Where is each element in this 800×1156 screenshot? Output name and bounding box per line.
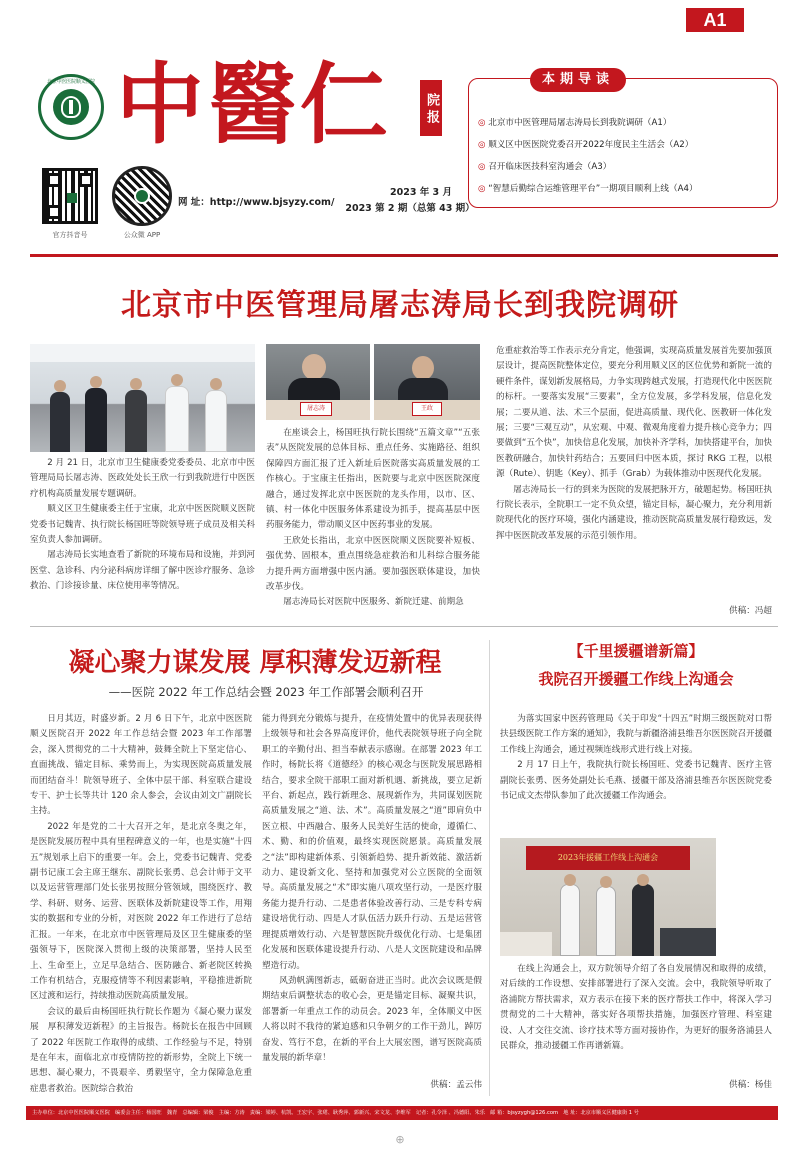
bullet-icon: ◎ [478,184,489,194]
article1-col1 [30,456,255,595]
headline-2: 凝心聚力谋发展 厚积薄发迈新程 [68,648,442,678]
paragraph: 在线上沟通会上，双方院领导介绍了各自发展情况和取得的成绩，对后续的工作设想、安排部署进行了深入交流。会中，我院领导听取了洛浦院方帮扶需求，双方表示在接下来的医疗帮扶工作中，将深入学习贯彻党的二十大精神，落实好各项帮扶措施，加强医疗管理、科室建设、人才交往交流、诊疗技术等方面对接协作，为更好的服务洛浦县人民群众，推动援疆工作再谱新篇。 [500,964,772,1052]
photo-wang-xin [374,344,480,420]
headline-1: 北京市中医管理局屠志涛局长到我院调研 [121,288,679,323]
photo-site-visit [30,344,255,452]
guide-item-3[interactable]: ◎ 召开临床医技科室沟通会（A3） [478,162,612,172]
paragraph: 2 月 21 日，北京市卫生健康委党委委员、北京市中医管理局局长屠志涛、医政处处长王欣一行到我院进行中医医疗机构高质量发展专题调研。 [30,458,255,499]
article3-col-top [500,712,772,804]
paragraph: 屠志涛局长实地查看了新院的环境布局和设施，并到河医堂、急诊科、内分泌科病房详细了解中医诊疗服务、急诊救治、门诊接诊量、床位使用率等情况。 [30,550,255,592]
qr-code-app[interactable] [112,166,172,226]
hospital-logo [38,74,104,140]
article3-col-bottom [500,962,772,1054]
article3-kicker: 【千里援疆谱新篇】 [568,642,704,660]
page-label: A1 [686,8,744,32]
paragraph: 危重症救治等工作表示充分肯定，他强调，实现高质量发展首先要加强顶层设计，提高医院整体定位，要充分利用顺义区的区位优势和新院一流的硬件条件，谋划新发展格局，力争实现跨越式发展，打造现代化中医医院的标杆。一要落实发展“三要素”，全方位发展，多学科发展，信息化发展；二要从道、法、术三个层面，促进高质量、现代化、医教研一体化发展；三要“三观互动”，从宏观、中观、微观角度着力提升核心竞争力；四要做到“五个快”，加快信息化发展，加快补齐学科，加快搭建平台，加快医教研融合，加快针药结合；五要回归中医本质，探讨 RKG 工程，以根源（Rute）、钥匙（Key）、抓手（Grab）为载体推动中医现代化发展。 [496,346,772,480]
website-link[interactable]: 网 址：http://www.bjsyzy.com/ [178,197,335,208]
paragraph: 为落实国家中医药管理局《关于印发“十四五”时期三级医院对口帮扶县级医院工作方案的通知》，我院与新疆洛浦县维吾尔医医院召开援疆工作线上沟通会，通过视频连线形式进行线上对接。 [500,714,772,755]
paragraph: 王欣处长指出，北京中医医院顺义医院要补短板、强优势、固根本，重点围绕急症救治和儿科综合服务能力提升两方面增强中医内涵。要加强医联体建设，加快改革步伐。 [266,535,480,593]
issue-date: 2023 年 3 月 [390,187,452,198]
article2-col2 [262,712,482,1066]
article2-col1 [30,712,252,1097]
subheadline-2: ——医院 2022 年工作总结会暨 2023 年工作部署会顺利召开 [108,685,424,699]
paragraph: 屠志涛局长对医院中医服务、新院迁建、前期急 [283,597,464,608]
bullet-icon: ◎ [478,162,489,172]
bullet-icon: ◎ [478,140,489,150]
logo-ring-text: 北京中医医院顺义医院 [46,79,95,85]
guide-item-1[interactable]: ◎ 北京市中医管理局屠志涛局长到我院调研（A1） [478,118,672,128]
guide-list [478,112,774,200]
paragraph: 在座谈会上，杨国旺执行院长围绕“五篇文章”“五张表”从医院发展的总体目标、重点任务、实施路径、组织保障四方面汇报了迁入新址后医院落实高质量发展的工作核心。于宝康主任指出，医院要与北京中医医院深度融合，通过发挥北京中医医院的龙头作用，以市、区、镇、村一体化中医服务体系建设为抓手，提高基层中医药服务能力，带动顺义区中医药事业的发展。 [266,428,480,531]
footer-text: 主办单位：北京中医医院顺义医院 编委会主任：杨国旺 魏青 总编辑：梁俊 主编：方涛 责编：梁婷、杭凯、王宏宇、张珺、耿秀萍、郭新兴、宋文龙、李维军 记者：孔令泽 、冯德阳、朱乐 邮 箱：bjsyzygh@126.com 地 址：北京市顺义区健康街 1 号 [32,1110,639,1116]
paragraph: 风劲帆满图新志，砥砺奋进正当时。此次会议既是假期结束后调整状态的收心会，更是锚定目标、凝聚共识，部署新一年重点工作的动员会。2023 年，全体顺义中医人将以时不我待的紧迫感和只争朝夕的工作干劲儿，踔厉奋发、笃行不怠，在新的平台上大展宏图，谱写医院高质量发展的新华章！ [262,975,482,1063]
bullet-icon: ◎ [478,118,489,128]
issue-number: 2023 第 2 期（总第 43 期） [345,203,475,214]
section-divider [30,626,778,627]
paragraph: 屠志涛局长一行的到来为医院的发展把脉开方，破题起势。杨国旺执行院长表示，全院职工一定不负众望，锚定目标，凝心聚力，充分利用新院现代化的医疗环境，强化内涵建设，推动医院高质量发展行稳致远，发挥中医医院改革发展的示范引领作用。 [496,484,772,541]
footer-bar [26,1106,778,1120]
paragraph: 会议的最后由杨国旺执行院长作题为《凝心聚力谋发展 厚积薄发迈新程》的主旨报告。杨院长在报告中回顾了 2022 年医院工作取得的成绩、工作经验与不足，特别是在年末，面临北京市疫情防控的新形势，全院上下统一思想、凝心聚力，不畏艰辛、勇毅坚守，全力保障急危重症患者救治。医院综合救治 [30,1006,252,1094]
title-char: 中 [116,52,209,156]
column-rule [489,640,490,1096]
nameplate: 王政 [412,402,442,416]
photo-online-meeting [500,838,716,956]
photo-tu-zhitao [266,344,370,420]
guide-item-4[interactable]: ◎ “智慧后勤综合运维管理平台”一期项目顺利上线（A4） [478,184,698,194]
title-char: 仁 [300,52,393,156]
title-char: 醫 [208,52,301,156]
article1-col2 [266,426,480,611]
nameplate: 屠志涛 [300,402,332,416]
guide-title: 本期导读 [530,68,626,92]
registration-mark: ⊕ [395,1133,405,1146]
banner-text: 2023年援疆工作线上沟通会 [557,853,659,862]
article2-credit: 供稿：孟云伟 [430,1080,482,1090]
article3-headline: 我院召开援疆工作线上沟通会 [538,670,734,688]
qr-code-douyin[interactable] [42,168,98,224]
logo-emblem [53,89,89,125]
article3-credit: 供稿：杨佳 [729,1080,772,1090]
article1-col3 [496,344,772,544]
paragraph: 日月其迈，时盛岁新。2 月 6 日下午，北京中医医院顺义医院召开 2022 年工作总结会暨 2023 年工作部署会，深入贯彻党的二十大精神，鼓舞全院上下坚定信心、直面挑战、锚定目标、乘势而上，为实现医院高质量发展而团结奋斗！院领导班子、全体中层干部、科室联合建设专干、护士长等共计 120 余人参会，会议由刘文广副院长主持。 [30,714,252,817]
qr-label-douyin: 官方抖音号 [52,231,88,239]
guide-item-2[interactable]: ◎ 顺义区中医医院党委召开2022年度民主生活会（A2） [478,140,694,150]
vertical-tag: 院报 [420,80,442,136]
masthead-divider [30,254,778,257]
paragraph: 能力得到充分锻炼与提升，在疫情处置中的优异表现获得上级领导和社会各界高度评价，他代表院领导班子向全院职工的辛勤付出、担当奉献表示感谢。在部署 2023 年工作时，杨院长将《道德经》的核心观念与医院发展思路相结合，要求全院干部职工面对新机遇、新挑战，要立足新平台、新起点，践行新理念、展现新作为，共同谋划医院高质量发展之“道、法、术”。高质量发展之“道”即肩负中医立根、中西融合、服务人民美好生活的使命，遵循仁、术、勤、和的价值观，最终实现医院愿景。高质量发展之“法”即构建新体系、引领新趋势、提升新效能、激活新动力、建设新文化、坚持和加强党对公立医院的全面领导。高质量发展之“术”即实施八项攻坚行动，一是医疗服务能力提升行动、二是患者体验改善行动、三是专科专病建设培优行动、四是人才队伍活力跃升行动、五是运营管理提质增效行动、六是智慧医院升级优化行动、七是集团化发展和医联体建设提升行动、八是人文医院建设和品牌塑造行动。 [262,714,482,971]
qr-label-app: 公众微 APP [123,231,161,239]
paragraph: 顺义区卫生健康委主任于宝康，北京中医医院顺义医院党委书记魏青、执行院长杨国旺等院领导班子成员及相关科室负责人参加调研。 [30,504,255,546]
article1-credit: 供稿：冯超 [729,606,772,616]
masthead-title [116,54,416,158]
paragraph: 2022 年是党的二十大召开之年，是北京冬奥之年，是医院发展历程中具有里程碑意义的一年，也是实施“十四五”规划承上启下的重要一年。会上，党委书记魏青、党委副书记康工会主席王继东、副院长张勇、总会计师于文平以及运营管理部门处长张男按照分管领域，围绕医疗、教学、科研、财务、运营、医联体及新院建设等工作，用翔实的数据和专业的分析，对医院 2022 年工作进行了总结汇报。一年来，在北京市中医管理局及区卫生健康委的坚强领导下，医院深入贯彻上级的决策部署，坚持人民至上、生命至上，立足早急结合、医防融合、新老院区转换工作有机结合，克服疫情等不利因素影响，平稳推进新院区过渡和运行，持续推动医院高质量发展。 [30,821,252,1002]
paragraph: 2 月 17 日上午，我院执行院长杨国旺、党委书记魏青、医疗主管副院长张勇、医务处副处长毛燕、援疆干部及洛浦县维吾尔医医院党委书记成文杰带队参加了此次援疆工作沟通会。 [500,760,772,802]
